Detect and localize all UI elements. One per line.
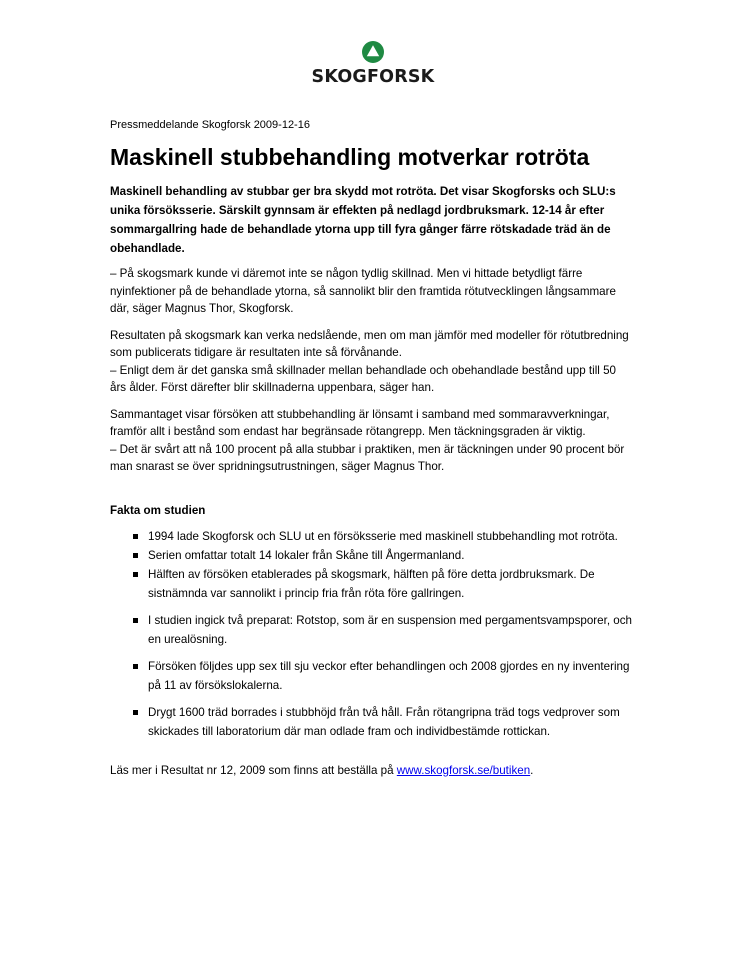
list-item-text: I studien ingick två preparat: Rotstop, som är en suspension med pergamentsvampsporer, och en urealösning.	[148, 613, 632, 646]
body-paragraph	[110, 265, 635, 318]
square-bullet-icon	[133, 534, 138, 539]
skogforsk-logo	[300, 40, 446, 87]
list-item-text: Serien omfattar totalt 14 lokaler från Skåne till Ångermanland.	[148, 548, 465, 562]
read-more-suffix: .	[530, 763, 534, 777]
list-item-text: Hälften av försöken etablerades på skogsmark, hälften på före detta jordbruksmark. De sistnämnda var sannolikt i princip fria från röta före gallringen.	[148, 567, 595, 600]
list-item	[110, 657, 635, 695]
butiken-link[interactable]: www.skogforsk.se/butiken	[396, 763, 531, 777]
square-bullet-icon	[133, 618, 138, 623]
paragraph-text: Sammantaget visar försöken att stubbehandling är lönsamt i samband med sommaravverkningar, framför allt i bestånd som endast har begränsade rötangrepp. Men täckningsgraden är viktig.	[110, 407, 610, 438]
body-paragraph	[110, 406, 635, 476]
read-more	[110, 762, 635, 779]
facts-heading: Fakta om studien	[110, 503, 206, 517]
list-item	[110, 527, 635, 546]
square-bullet-icon	[133, 710, 138, 715]
square-bullet-icon	[133, 553, 138, 558]
facts-list	[110, 527, 635, 741]
list-item-text: Försöken följdes upp sex till sju veckor efter behandlingen och 2008 gjordes en ny inventering på 11 av försökslokalerna.	[148, 659, 630, 692]
square-bullet-icon	[133, 572, 138, 577]
dateline: Pressmeddelande Skogforsk 2009-12-16	[110, 119, 310, 131]
list-item	[110, 703, 635, 741]
list-item	[110, 565, 635, 603]
list-item-text: 1994 lade Skogforsk och SLU ut en försöksserie med maskinell stubbehandling mot rotröta.	[148, 529, 618, 543]
lead-paragraph: Maskinell behandling av stubbar ger bra skydd mot rotröta. Det visar Skogforsks och SLU:s unika försöksserie. Särskilt gynnsam är effekten på nedlagd jordbruksmark. 12-14 år efter sommargallring hade de behandlade ytorna upp till fyra gånger färre rötskadade träd än de obehandlade.	[110, 185, 616, 255]
read-more-text: Läs mer i Resultat nr 12, 2009 som finns att beställa på	[110, 763, 397, 777]
list-item-text: Drygt 1600 träd borrades i stubbhöjd från två håll. Från rötangripna träd togs vedprover som skickades till laboratorium där man odlade fram och individbestämde rottickan.	[148, 705, 620, 738]
press-release	[110, 118, 635, 779]
page-title: Maskinell stubbehandling motverkar rotröta	[110, 144, 590, 170]
paragraph-text: – På skogsmark kunde vi däremot inte se någon tydlig skillnad. Men vi hittade betydligt färre nyinfektioner på de behandlade ytorna, så sannolikt blir den framtida rötutvecklingen långsammare där, säger Magnus Thor, Skogforsk.	[110, 267, 616, 315]
quote-text: – Det är svårt att nå 100 procent på alla stubbar i praktiken, men är täckningen under 90 procent bör man snarast se över spridningsutrustningen, säger Magnus Thor.	[110, 442, 625, 473]
quote-text: – Enligt dem är det ganska små skillnader mellan behandlade och obehandlade bestånd upp till 50 års ålder. Först därefter blir skillnaderna uppenbara, säger han.	[110, 363, 616, 394]
skogforsk-emblem-icon	[361, 40, 385, 64]
list-item	[110, 546, 635, 565]
paragraph-text: Resultaten på skogsmark kan verka nedslående, men om man jämför med modeller för rötutbredning som publicerats tidigare är resultaten inte så förvånande.	[110, 328, 629, 359]
logo-wordmark: SKOGFORSK	[311, 67, 435, 87]
square-bullet-icon	[133, 664, 138, 669]
list-item	[110, 611, 635, 649]
body-paragraph	[110, 327, 635, 397]
